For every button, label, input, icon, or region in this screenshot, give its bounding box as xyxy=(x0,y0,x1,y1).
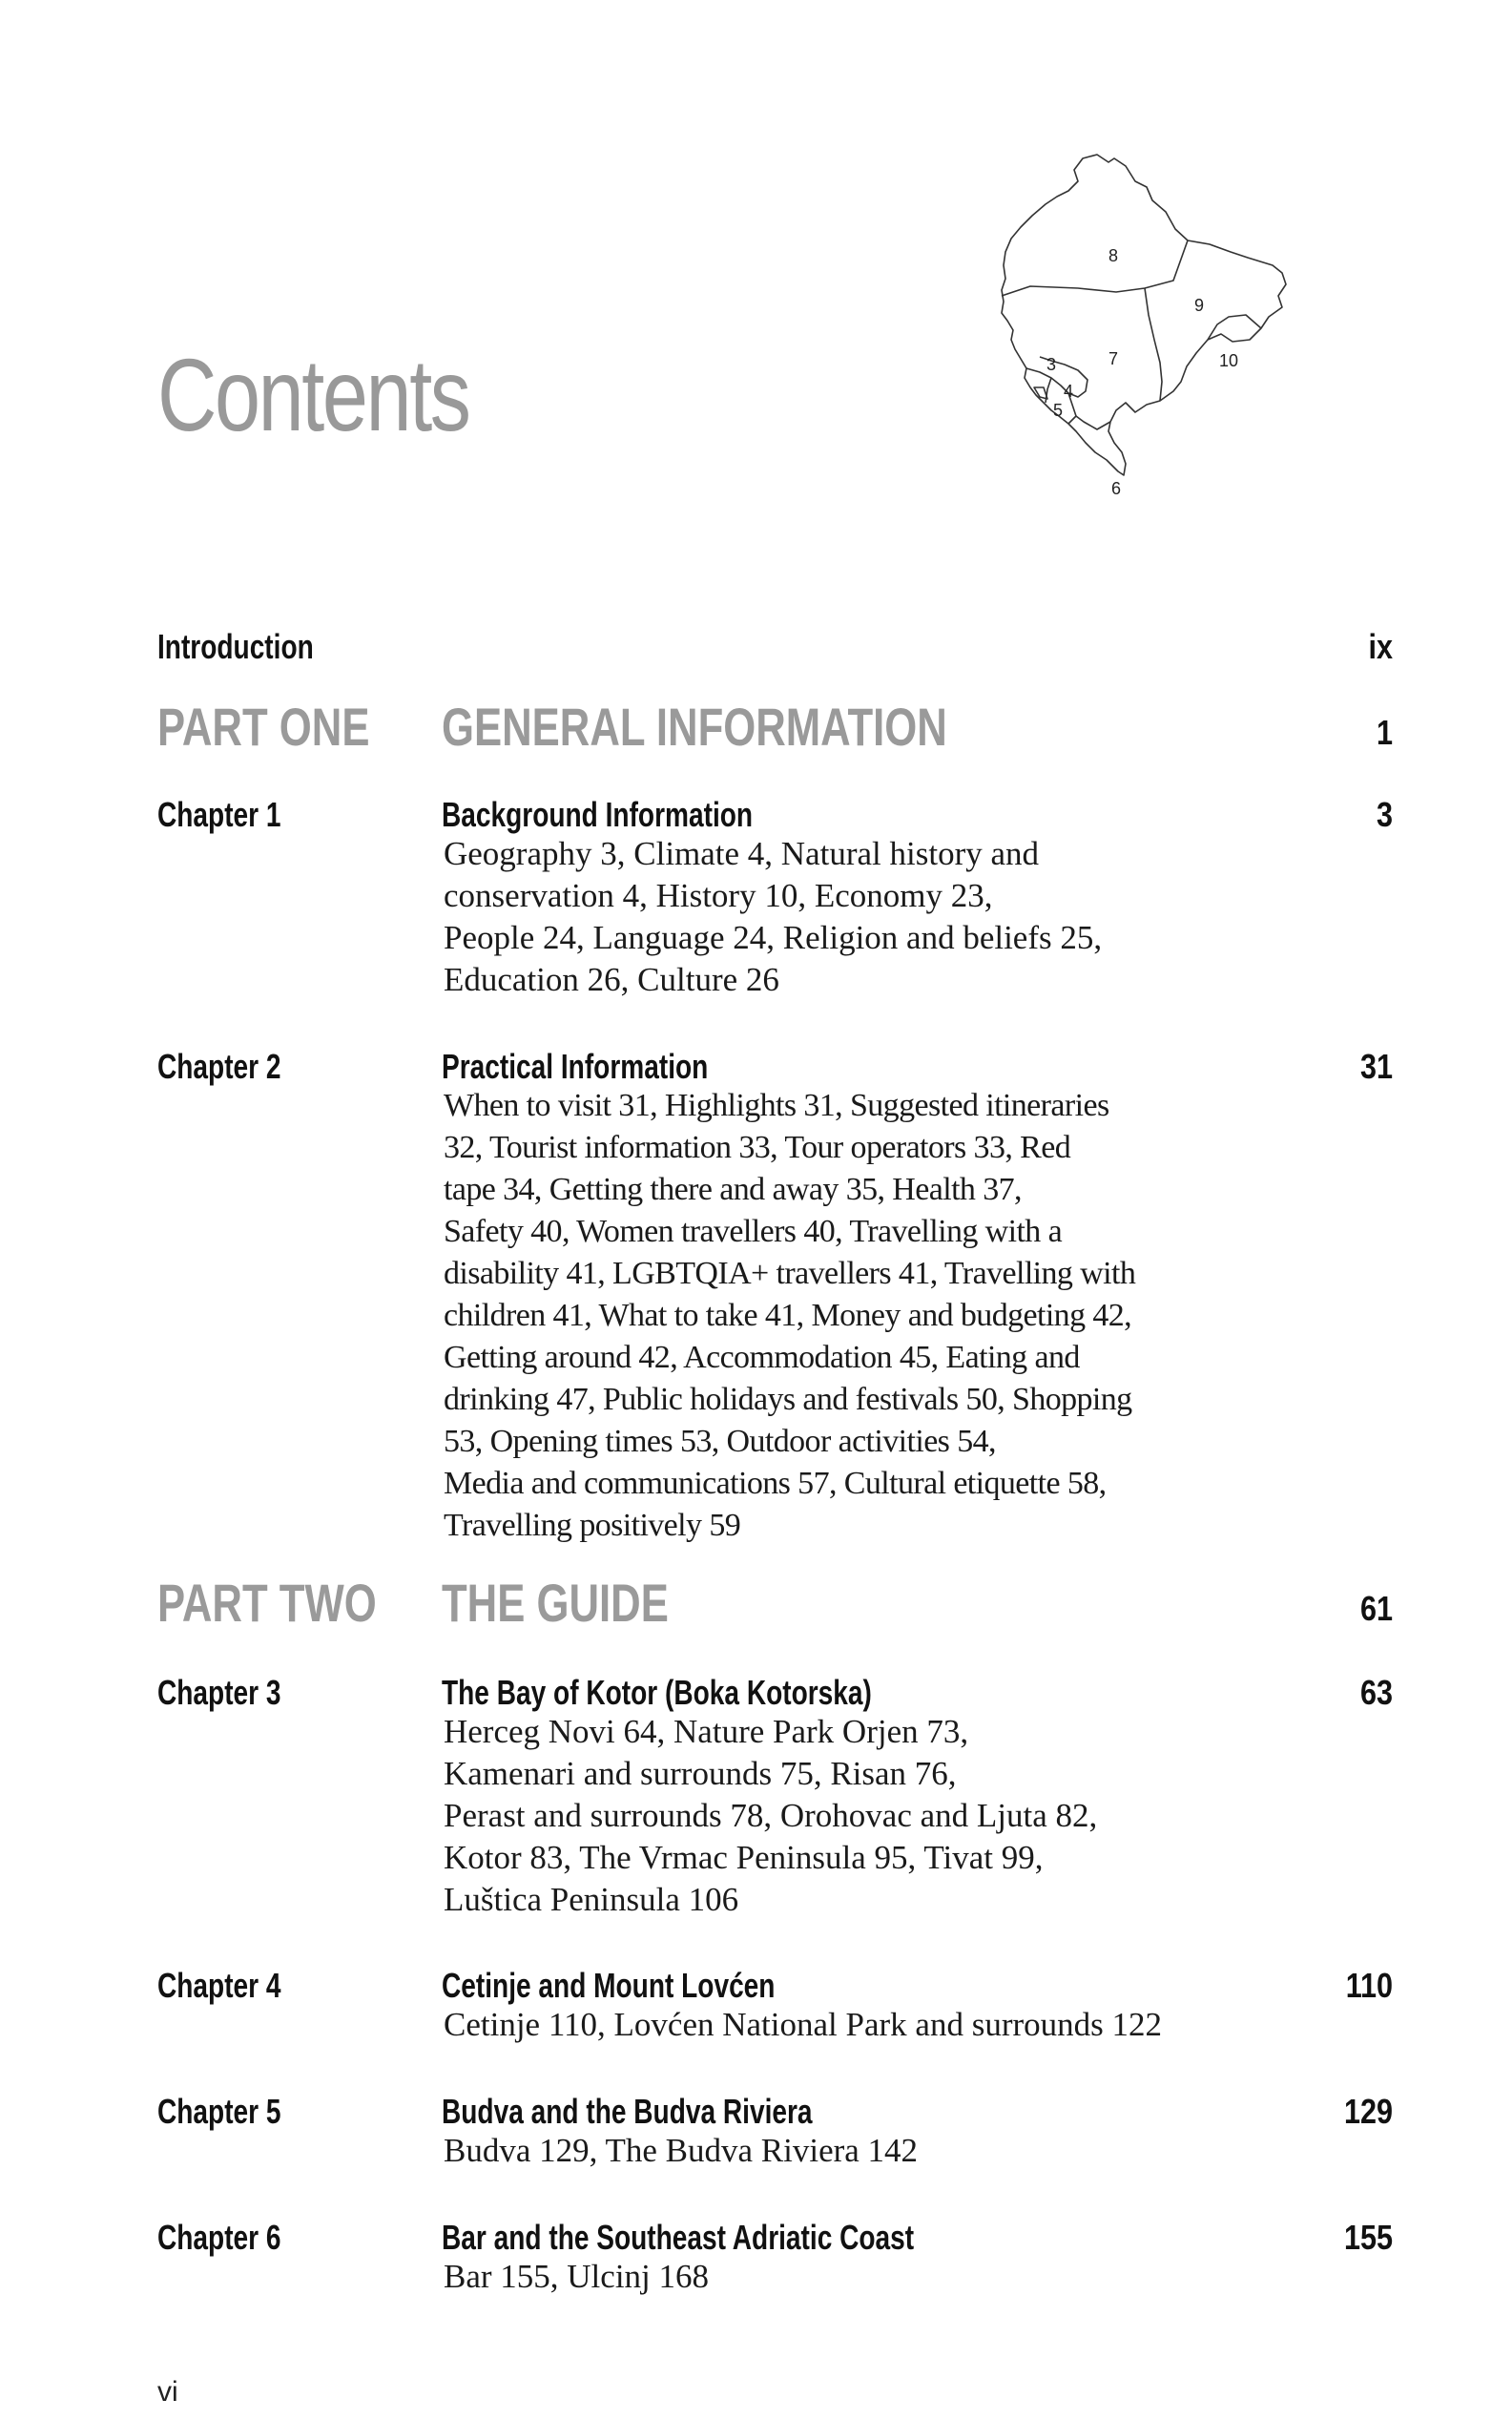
section-line: conservation 4, History 10, Economy 23, xyxy=(444,877,993,914)
chapter-5-label: Chapter 5 xyxy=(157,2092,281,2131)
section-line: Travelling positively 59 xyxy=(444,1508,741,1543)
part-one-label: PART ONE xyxy=(157,697,370,757)
section-line: Getting around 42, Accommodation 45, Eating and xyxy=(444,1340,1080,1375)
section-line: Kotor 83, The Vrmac Peninsula 95, Tivat 99, xyxy=(444,1839,1044,1876)
map-label: 10 xyxy=(1219,351,1239,370)
part-one-heading: GENERAL INFORMATION xyxy=(442,697,947,757)
section-line: Cetinje 110, Lovćen National Park and surrounds 122 xyxy=(444,2006,1162,2043)
part-two-page: 61 xyxy=(1359,1589,1393,1628)
chapter-4-sections xyxy=(444,2004,1162,2046)
chapter-5-title: Budva and the Budva Riviera xyxy=(442,2092,813,2131)
section-line: Safety 40, Women travellers 40, Travelling with a xyxy=(444,1214,1063,1249)
section-line: Luštica Peninsula 106 xyxy=(444,1881,739,1918)
section-line: 53, Opening times 53, Outdoor activities 54, xyxy=(444,1424,996,1459)
chapter-6-sections xyxy=(444,2256,709,2298)
chapter-4-title: Cetinje and Mount Lovćen xyxy=(442,1966,776,2005)
chapter-6-title: Bar and the Southeast Adriatic Coast xyxy=(442,2218,915,2257)
chapter-2-title: Practical Information xyxy=(442,1047,709,1086)
chapter-1-label: Chapter 1 xyxy=(157,795,281,834)
section-line: Bar 155, Ulcinj 168 xyxy=(444,2258,710,2295)
section-line: Education 26, Culture 26 xyxy=(444,961,779,998)
chapter-2-label: Chapter 2 xyxy=(157,1047,281,1086)
section-line: tape 34, Getting there and away 35, Health 37, xyxy=(444,1172,1022,1207)
region-map-icon xyxy=(992,153,1326,534)
section-line: When to visit 31, Highlights 31, Suggested itineraries xyxy=(444,1088,1109,1123)
map-label: 9 xyxy=(1194,296,1205,315)
map-label: 4 xyxy=(1064,382,1074,401)
chapter-3-sections xyxy=(444,1711,1097,1921)
section-line: Perast and surrounds 78, Orohovac and Ljuta 82, xyxy=(444,1797,1098,1834)
chapter-4-page: 110 xyxy=(1345,1966,1393,2005)
intro-page: ix xyxy=(1368,627,1393,666)
section-line: Herceg Novi 64, Nature Park Orjen 73, xyxy=(444,1713,969,1750)
page-title: Contents xyxy=(157,337,469,452)
map-label: 8 xyxy=(1108,246,1119,265)
section-line: Kamenari and surrounds 75, Risan 76, xyxy=(444,1755,957,1792)
page-number: vi xyxy=(157,2376,178,2408)
chapter-3-label: Chapter 3 xyxy=(157,1673,281,1712)
part-two-heading: THE GUIDE xyxy=(442,1573,669,1633)
map-label: 6 xyxy=(1111,479,1122,498)
chapter-3-title: The Bay of Kotor (Boka Kotorska) xyxy=(442,1673,872,1712)
chapter-4-label: Chapter 4 xyxy=(157,1966,281,2005)
section-line: disability 41, LGBTQIA+ travellers 41, Travelling with xyxy=(444,1256,1136,1291)
section-line: 32, Tourist information 33, Tour operators 33, Red xyxy=(444,1130,1071,1165)
chapter-6-label: Chapter 6 xyxy=(157,2218,281,2257)
chapter-5-sections xyxy=(444,2130,918,2172)
section-line: Budva 129, The Budva Riviera 142 xyxy=(444,2132,919,2169)
chapter-1-sections xyxy=(444,833,1102,1001)
chapter-1-title: Background Information xyxy=(442,795,754,834)
section-line: drinking 47, Public holidays and festivals 50, Shopping xyxy=(444,1382,1132,1417)
part-two-label: PART TWO xyxy=(157,1573,377,1633)
chapter-6-page: 155 xyxy=(1343,2218,1393,2257)
part-one-page: 1 xyxy=(1376,713,1393,752)
chapter-1-page: 3 xyxy=(1376,795,1393,834)
section-line: Geography 3, Climate 4, Natural history and xyxy=(444,835,1040,872)
chapter-3-page: 63 xyxy=(1359,1673,1393,1712)
section-line: children 41, What to take 41, Money and budgeting 42, xyxy=(444,1298,1132,1333)
map-label: 5 xyxy=(1053,401,1064,420)
map-label: 7 xyxy=(1108,349,1119,368)
chapter-5-page: 129 xyxy=(1343,2092,1393,2131)
section-line: Media and communications 57, Cultural etiquette 58, xyxy=(444,1466,1107,1501)
section-line: People 24, Language 24, Religion and beliefs 25, xyxy=(444,919,1103,956)
intro-label: Introduction xyxy=(157,627,314,666)
chapter-2-sections xyxy=(444,1085,1135,1547)
map-label: 3 xyxy=(1046,355,1057,374)
chapter-2-page: 31 xyxy=(1359,1047,1393,1086)
